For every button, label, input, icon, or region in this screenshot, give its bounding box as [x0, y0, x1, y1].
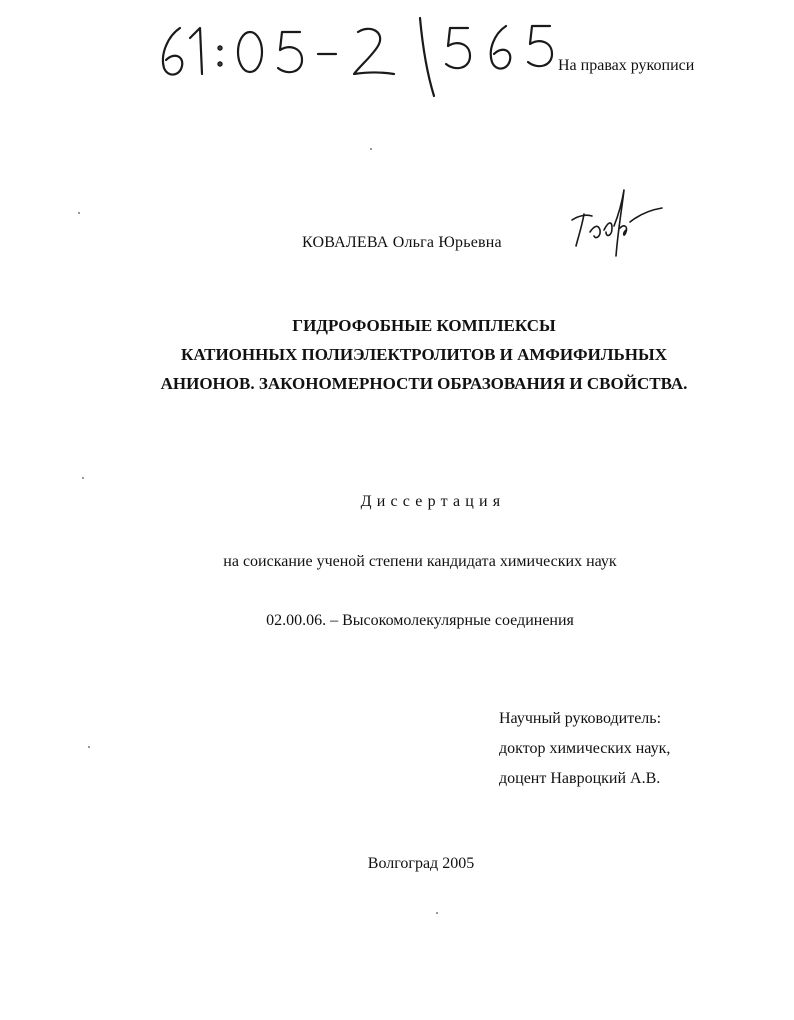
document-type: Диссертация — [360, 493, 506, 510]
advisor-line: доктор химических наук, — [499, 740, 671, 757]
title-line: ГИДРОФОБНЫЕ КОМПЛЕКСЫ — [292, 316, 556, 335]
advisor-line: доцент Навроцкий А.В. — [499, 770, 661, 787]
advisor-line: Научный руководитель: — [499, 710, 662, 727]
scientific-advisor — [499, 704, 670, 794]
title-line: КАТИОННЫХ ПОЛИЭЛЕКТРОЛИТОВ И АМФИФИЛЬНЫХ — [181, 345, 667, 364]
scan-speck — [436, 912, 438, 914]
rights-note: На правах рукописи — [558, 57, 695, 74]
degree-statement: на соискание ученой степени кандидата химических наук — [223, 553, 617, 570]
signature-icon — [566, 186, 666, 264]
handwritten-archive-number — [150, 10, 560, 100]
scan-speck — [88, 746, 90, 748]
scan-speck — [370, 148, 372, 150]
specialty-code: 02.00.06. – Высокомолекулярные соединения — [266, 612, 574, 629]
place-and-year: Волгоград 2005 — [367, 855, 475, 872]
scan-speck — [78, 212, 80, 214]
scan-speck — [82, 477, 84, 479]
title-line: АНИОНОВ. ЗАКОНОМЕРНОСТИ ОБРАЗОВАНИЯ И СВОЙСТВА. — [160, 374, 688, 393]
author-name: КОВАЛЕВА Ольга Юрьевна — [302, 234, 502, 251]
dissertation-title — [100, 311, 748, 398]
